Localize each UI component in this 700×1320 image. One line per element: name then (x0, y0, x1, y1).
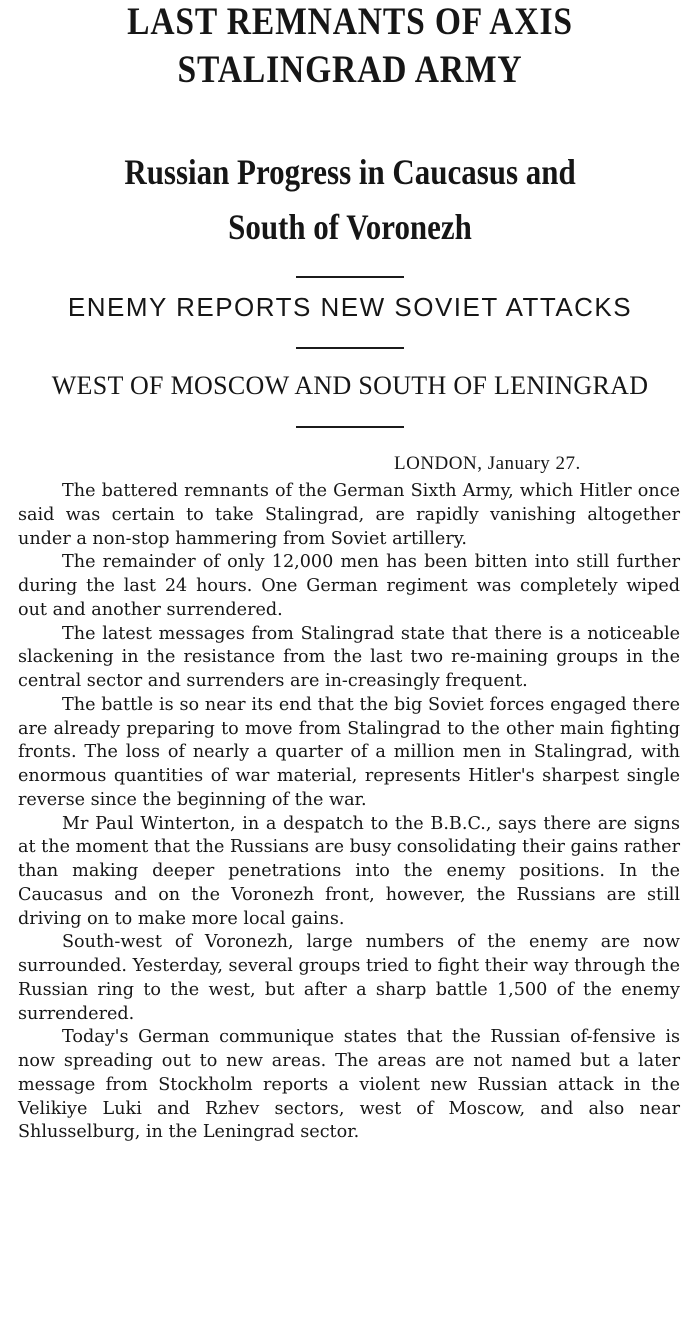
divider-rule (296, 426, 404, 428)
deck-headline-1: ENEMY REPORTS NEW SOVIET ATTACKS (67, 292, 633, 322)
article-paragraph: Mr Paul Winterton, in a despatch to the B.B.C., says there are signs at the moment that the Russians are busy consolidating their gains rather than making deeper penetrations into the enemy positions. In the Caucasus and on the Voronezh front, however, the Russians are still driving on to make more local gains. (18, 813, 680, 929)
article-body (18, 480, 680, 1145)
dateline: LONDON, January 27. (394, 453, 581, 474)
article-paragraph: Today's German communique states that the Russian of-fensive is now spreading out to new areas. The areas are not named but a later message from Stockholm reports a violent new Russian attack in the Velikiye Luki and Rzhev sectors, west of Moscow, and also near Shlusselburg, in the Leningrad sector. (18, 1027, 680, 1143)
article-paragraph: The battered remnants of the German Sixth Army, which Hitler once said was certain to take Stalingrad, are rapidly vanishing altogether under a non-stop hammering from Soviet artillery. (18, 481, 680, 549)
divider-rule (296, 276, 404, 278)
divider-rule (296, 347, 404, 349)
subheadline-line-1: Russian Progress in Caucasus and (124, 152, 576, 192)
article-paragraph: The latest messages from Stalingrad state that there is a noticeable slackening in the resistance from the last two re-maining groups in the central sector and surrenders are in-creasingly frequent. (18, 623, 680, 691)
headline-line-1: LAST REMNANTS OF AXIS (127, 0, 573, 43)
headline-line-2: STALINGRAD ARMY (177, 48, 523, 91)
deck-headline-2: WEST OF MOSCOW AND SOUTH OF LENINGRAD (51, 371, 649, 400)
subheadline-line-2: South of Voronezh (228, 207, 472, 247)
article-paragraph: South-west of Voronezh, large numbers of the enemy are now surrounded. Yesterday, several groups tried to fight their way through the Russian ring to the west, but after a sharp battle 1,500 of the enemy surrendered. (18, 932, 680, 1024)
article-paragraph: The remainder of only 12,000 men has been bitten into still further during the last 24 hours. One German regiment was completely wiped out and another surrendered. (18, 552, 680, 620)
article-paragraph: The battle is so near its end that the big Soviet forces engaged there are already preparing to move from Stalingrad to the other main fighting fronts. The loss of nearly a quarter of a million men in Stalingrad, with enormous quantities of war material, represents Hitler's sharpest single reverse since the beginning of the war. (18, 694, 680, 810)
